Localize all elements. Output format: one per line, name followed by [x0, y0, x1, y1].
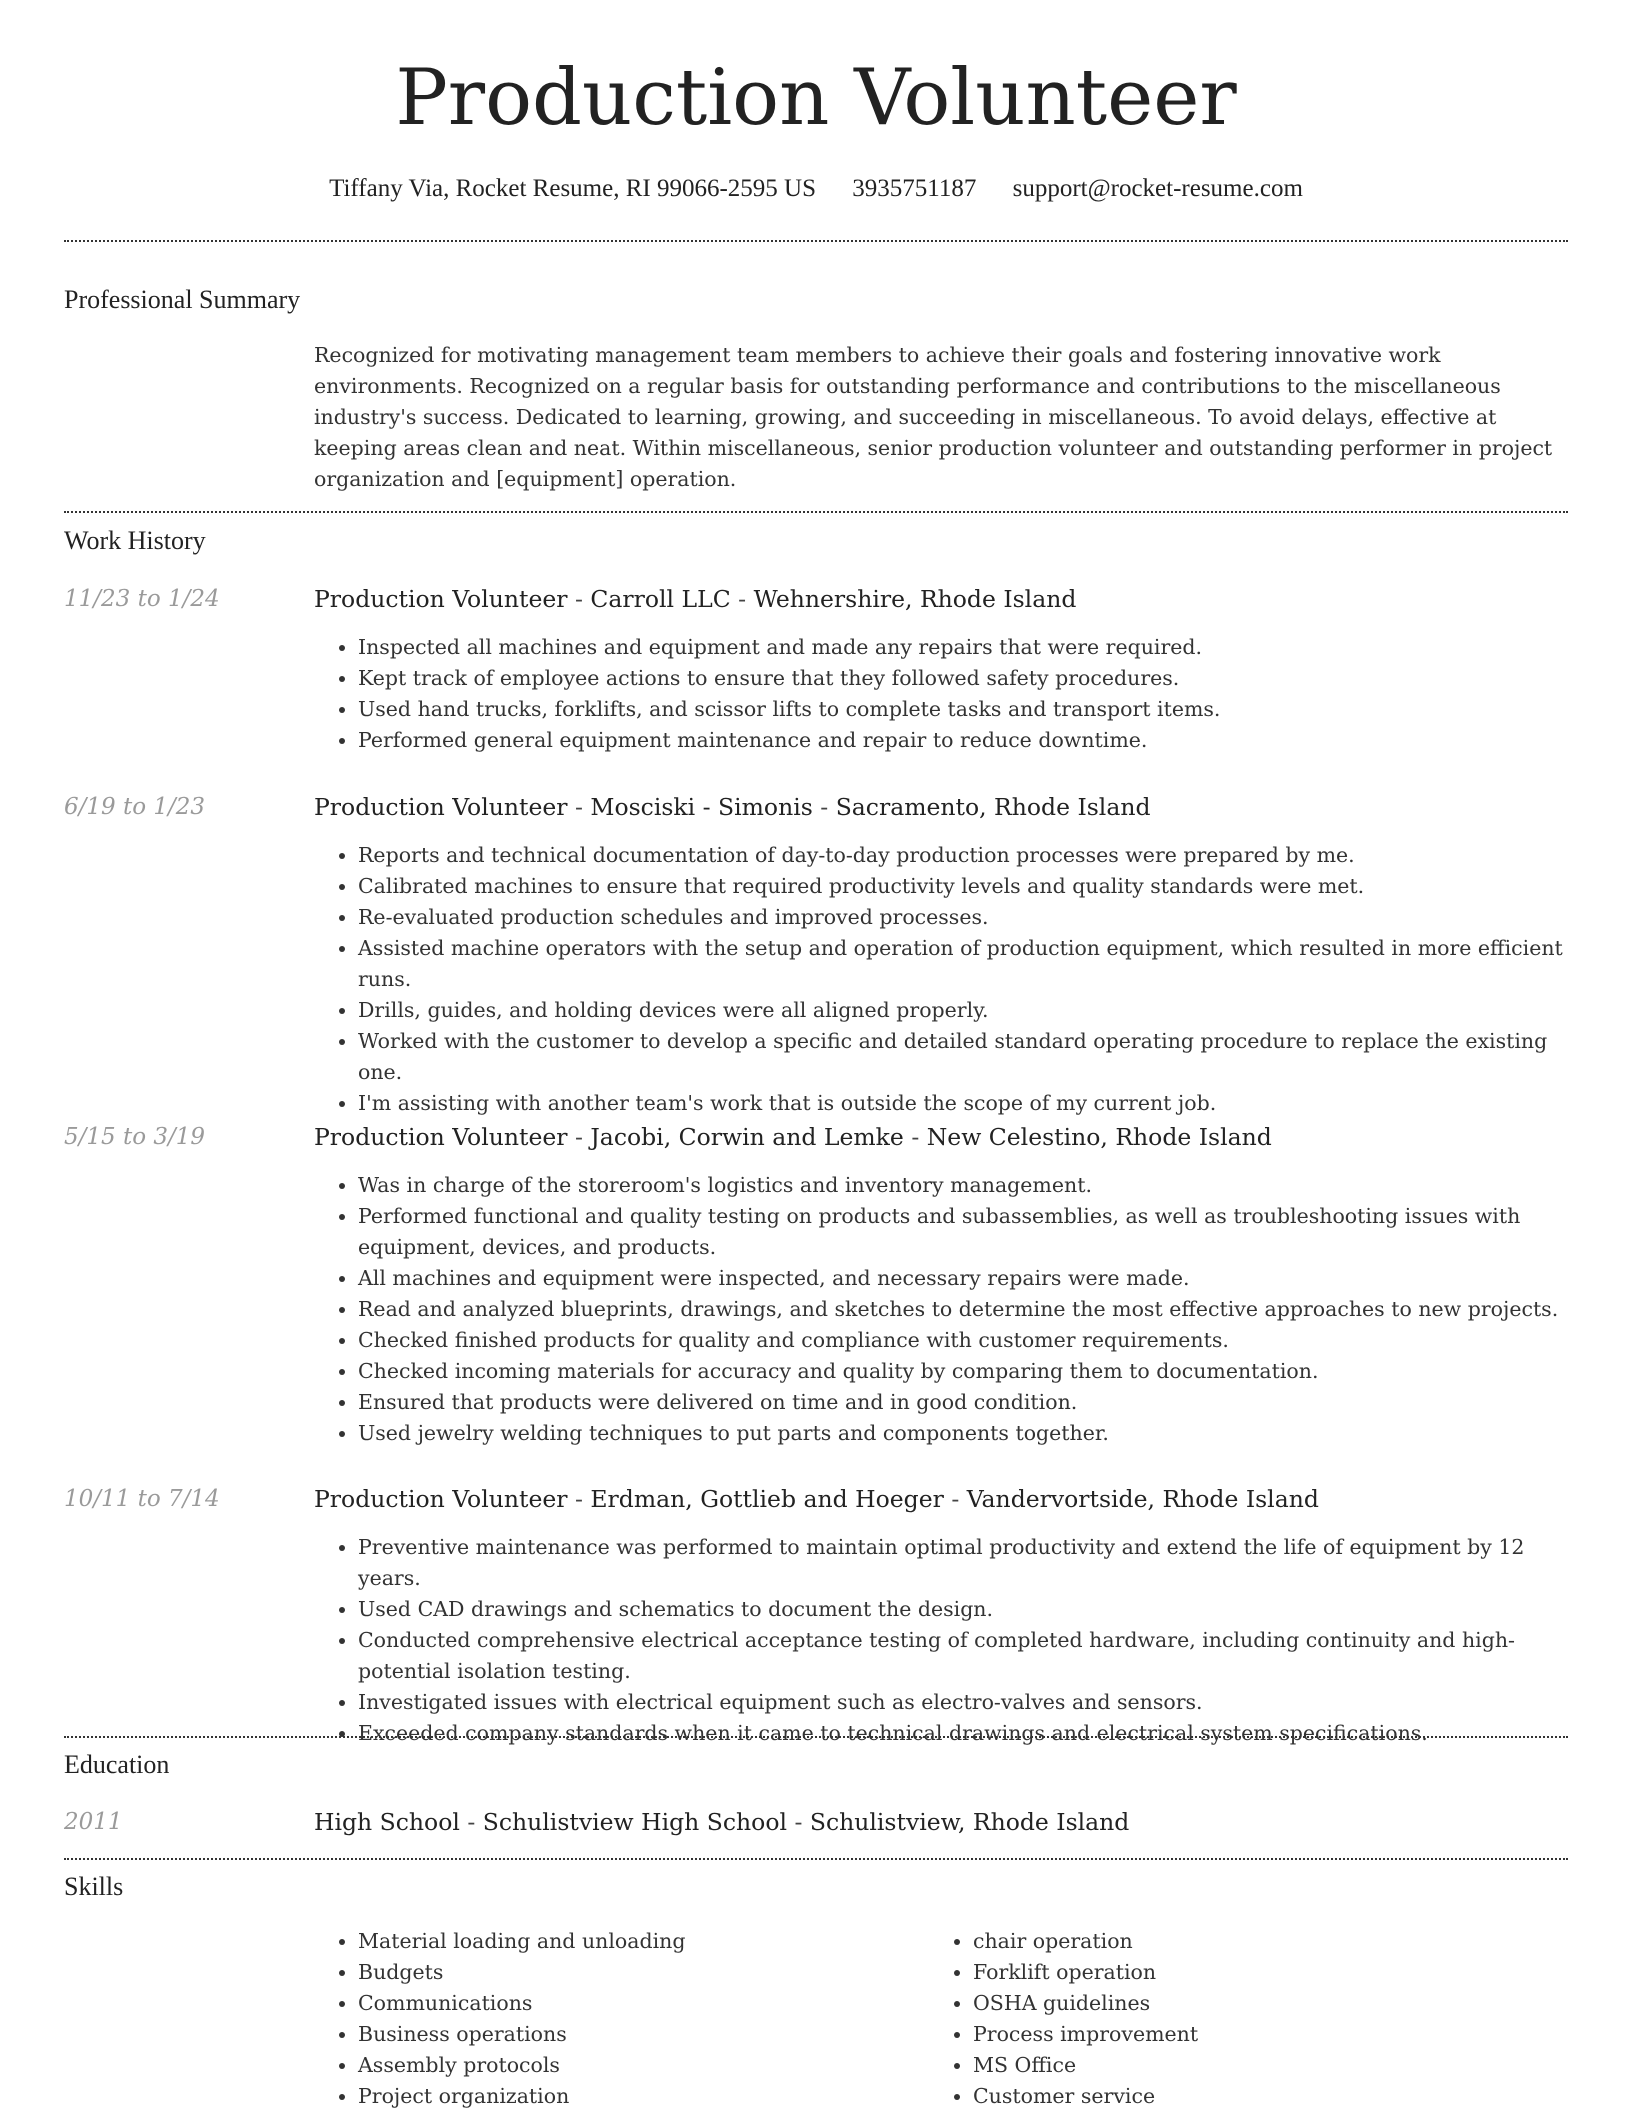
job-position: Production Volunteer [314, 585, 568, 613]
skill-item: • Assembly protocols [358, 2050, 918, 2081]
job-bullet: • Used jewelry welding techniques to put parts and components together. [358, 1418, 1566, 1449]
job-location: Wehnershire, Rhode Island [753, 585, 1077, 613]
job-bullets [314, 840, 1566, 1119]
contact-email: support@rocket-resume.com [1012, 175, 1303, 202]
job-location: New Celestino, Rhode Island [926, 1123, 1272, 1151]
job-bullet: • Conducted comprehensive electrical acceptance testing of completed hardware, including continuity and high-potential isolation testing. [358, 1625, 1566, 1687]
job-bullet: • Reports and technical documentation of day-to-day production processes were prepared by me. [358, 840, 1566, 871]
skill-item: • Material loading and unloading [358, 1926, 918, 1957]
job-bullet: • Used CAD drawings and schematics to document the design. [358, 1594, 1566, 1625]
job-bullet: • Performed functional and quality testing on products and subassemblies, as well as troubleshooting issues with equipment, devices, and products. [358, 1201, 1566, 1263]
education-entry: High School - Schulistview High School - Schulistview, Rhode Island [314, 1808, 1130, 1836]
education-school: Schulistview High School [482, 1808, 787, 1836]
job-bullet: • All machines and equipment were inspected, and necessary repairs were made. [358, 1263, 1566, 1294]
job-bullets [314, 1170, 1566, 1449]
section-divider [64, 511, 1568, 513]
job-company: Jacobi, Corwin and Lemke [590, 1123, 904, 1151]
section-divider [64, 240, 1568, 242]
skill-item: • OSHA guidelines [973, 1988, 1533, 2019]
contact-phone: 3935751187 [852, 175, 977, 202]
job-bullet: • Calibrated machines to ensure that required productivity levels and quality standards were met. [358, 871, 1566, 902]
section-divider [64, 1858, 1568, 1860]
skills-heading: Skills [64, 1872, 124, 1901]
skill-item: • Forklift operation [973, 1957, 1533, 1988]
resume-name: Production Volunteer [395, 53, 1237, 143]
job-bullets [314, 1532, 1566, 1749]
job-bullet: • Drills, guides, and holding devices were all aligned properly. [358, 995, 1566, 1026]
job-bullets [314, 632, 1566, 756]
job-bullet: • Checked finished products for quality and compliance with customer requirements. [358, 1325, 1566, 1356]
skill-item: • Project organization [358, 2081, 918, 2112]
education-location: Schulistview, Rhode Island [809, 1808, 1130, 1836]
job-bullet: • Was in charge of the storeroom's logistics and inventory management. [358, 1170, 1566, 1201]
job-company: Carroll LLC [590, 585, 731, 613]
skill-item: • Business operations [358, 2019, 918, 2050]
job-bullet: • Re-evaluated production schedules and improved processes. [358, 902, 1566, 933]
job-bullet: • Worked with the customer to develop a specific and detailed standard operating procedure to replace the existing one. [358, 1026, 1566, 1088]
job-bullet: • Preventive maintenance was performed to maintain optimal productivity and extend the life of equipment by 12 years. [358, 1532, 1566, 1594]
job-title: Production Volunteer - Carroll LLC - Wehnershire, Rhode Island [314, 585, 1077, 613]
education-degree: High School [314, 1808, 460, 1836]
job-bullet: • Exceeded company standards when it came to technical drawings and electrical system specifications. [358, 1718, 1566, 1749]
job-position: Production Volunteer [314, 1123, 568, 1151]
job-dates: 11/23 to 1/24 [64, 586, 220, 612]
job-bullet: • Ensured that products were delivered on time and in good condition. [358, 1387, 1566, 1418]
section-divider [64, 1736, 1568, 1738]
contact-address: Tiffany Via, Rocket Resume, RI 99066-2595 US [329, 175, 817, 202]
job-title: Production Volunteer - Mosciski - Simonis - Sacramento, Rhode Island [314, 793, 1151, 821]
job-bullet: • Kept track of employee actions to ensure that they followed safety procedures. [358, 663, 1566, 694]
job-location: Vandervortside, Rhode Island [966, 1485, 1319, 1513]
skill-item: • Communications [358, 1988, 918, 2019]
job-title: Production Volunteer - Erdman, Gottlieb and Hoeger - Vandervortside, Rhode Island [314, 1485, 1319, 1513]
work-history-heading: Work History [64, 526, 206, 555]
job-dates: 6/19 to 1/23 [64, 794, 206, 820]
job-title: Production Volunteer - Jacobi, Corwin and Lemke - New Celestino, Rhode Island [314, 1123, 1272, 1151]
job-position: Production Volunteer [314, 793, 568, 821]
job-company: Mosciski - Simonis [590, 793, 813, 821]
summary-text: Recognized for motivating management team members to achieve their goals and fostering innovative work environments. Recognized on a regular basis for outstanding performance and contributions to the miscellaneous industry's success. Dedicated to learning, growing, and succeeding in miscellaneous. To avoid delays, effective at keeping areas clean and neat. Within miscellaneous, senior production volunteer and outstanding performer in project organization and [equipment] operation. [314, 343, 1553, 491]
skill-item: • Budgets [358, 1957, 918, 1988]
job-location: Sacramento, Rhode Island [835, 793, 1151, 821]
job-position: Production Volunteer [314, 1485, 568, 1513]
job-bullet: • Performed general equipment maintenance and repair to reduce downtime. [358, 725, 1566, 756]
skills-list-right [929, 1926, 1533, 2112]
skill-item: • MS Office [973, 2050, 1533, 2081]
job-bullet: • Assisted machine operators with the setup and operation of production equipment, which resulted in more efficient runs. [358, 933, 1566, 995]
job-bullet: • Used hand trucks, forklifts, and scissor lifts to complete tasks and transport items. [358, 694, 1566, 725]
skills-list-left [314, 1926, 918, 2112]
education-year: 2011 [64, 1809, 123, 1835]
job-dates: 5/15 to 3/19 [64, 1124, 206, 1150]
job-bullet: • Read and analyzed blueprints, drawings, and sketches to determine the most effective approaches to new projects. [358, 1294, 1566, 1325]
job-company: Erdman, Gottlieb and Hoeger [590, 1485, 944, 1513]
skill-item: • chair operation [973, 1926, 1533, 1957]
job-bullet: • Inspected all machines and equipment and made any repairs that were required. [358, 632, 1566, 663]
skill-item: • Customer service [973, 2081, 1533, 2112]
contact-line [0, 172, 1632, 206]
job-bullet: • Checked incoming materials for accuracy and quality by comparing them to documentation. [358, 1356, 1566, 1387]
job-bullet: • I'm assisting with another team's work that is outside the scope of my current job. [358, 1088, 1566, 1119]
education-heading: Education [64, 1750, 170, 1779]
job-bullet: • Investigated issues with electrical equipment such as electro-valves and sensors. [358, 1687, 1566, 1718]
job-dates: 10/11 to 7/14 [64, 1486, 220, 1512]
skill-item: • Process improvement [973, 2019, 1533, 2050]
summary-heading: Professional Summary [64, 285, 301, 314]
